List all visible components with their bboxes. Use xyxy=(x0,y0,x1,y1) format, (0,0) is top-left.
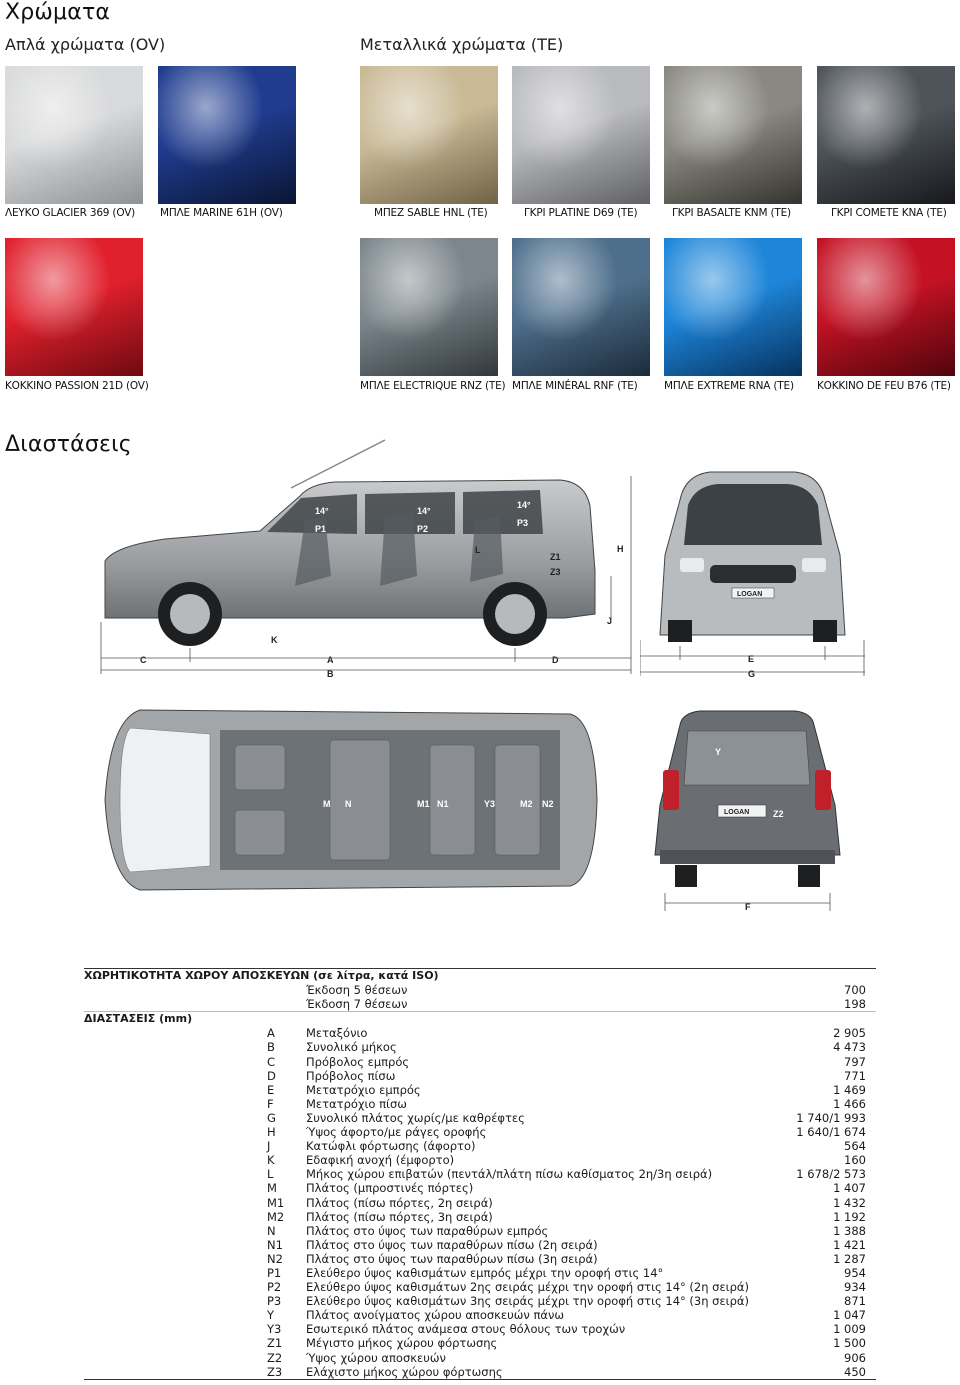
table-row xyxy=(84,1365,876,1380)
table-row xyxy=(84,1294,876,1308)
label-m: M xyxy=(323,799,331,809)
label-h: H xyxy=(617,544,624,554)
row1-swatch-label-5: ΓΚΡΙ COMETE KNA (TE) xyxy=(831,207,947,219)
label-p3: P3 xyxy=(517,518,529,528)
top-view-diagram xyxy=(100,700,600,900)
row-code: N2 xyxy=(267,1251,283,1266)
row-code: N xyxy=(267,1223,276,1238)
row-code: Y xyxy=(267,1308,275,1323)
row-value: 1 287 xyxy=(833,1251,866,1266)
table-row xyxy=(84,1069,876,1083)
row-label: Ύψος άφορτο/με ράγες οροφής xyxy=(306,1125,487,1140)
row-code: P2 xyxy=(267,1280,282,1295)
label-angle-3: 14° xyxy=(517,500,531,510)
row1-swatch-0 xyxy=(5,66,143,204)
table-row xyxy=(84,1224,876,1238)
row-label: Πρόβολος πίσω xyxy=(306,1068,396,1083)
row-code: M xyxy=(267,1181,277,1196)
table-row xyxy=(84,1026,876,1040)
specifications-table xyxy=(84,968,876,1380)
row-label: Μετατρόχιο πίσω xyxy=(306,1096,407,1111)
row-value: 1 500 xyxy=(833,1336,866,1351)
row-label: Πλάτος στο ύψος των παραθύρων εμπρός xyxy=(306,1223,549,1238)
row2-swatch-2 xyxy=(512,238,650,376)
row2-swatch-4 xyxy=(817,238,955,376)
table-row xyxy=(84,1238,876,1252)
row1-swatch-1 xyxy=(158,66,296,204)
row-value: 2 905 xyxy=(833,1026,866,1041)
row-label: Πλάτος ανοίγματος χώρου αποσκευών πάνω xyxy=(306,1308,565,1323)
table-row xyxy=(84,1308,876,1322)
row-value: 871 xyxy=(844,1294,866,1309)
table-row xyxy=(84,1181,876,1195)
table-row xyxy=(84,1252,876,1266)
row-label: Ελεύθερο ύψος καθισμάτων 3ης σειράς μέχρι την οροφή στις 14° (3η σειρά) xyxy=(306,1294,749,1309)
label-angle-2: 14° xyxy=(417,506,431,516)
row-value: 700 xyxy=(844,983,866,998)
label-j: J xyxy=(607,616,613,626)
side-view-diagram xyxy=(95,436,635,686)
row-value: 160 xyxy=(844,1153,866,1168)
row-label: Έκδοση 7 θέσεων xyxy=(306,997,408,1012)
row-label: Συνολικό μήκος xyxy=(306,1040,397,1055)
row-value: 564 xyxy=(844,1139,866,1154)
row-value: 934 xyxy=(844,1280,866,1295)
row-code: G xyxy=(267,1110,276,1125)
table-row xyxy=(84,1167,876,1181)
row-value: 1 009 xyxy=(833,1322,866,1337)
row-value: 1 432 xyxy=(833,1195,866,1210)
table-row xyxy=(84,1111,876,1125)
table-row xyxy=(84,1266,876,1280)
row-label: Έκδοση 5 θέσεων xyxy=(306,983,408,998)
row2-swatch-3 xyxy=(664,238,802,376)
table-row xyxy=(84,1153,876,1167)
row-label: Μεταξόνιο xyxy=(306,1026,368,1041)
row-code: C xyxy=(267,1054,276,1069)
table-row xyxy=(84,1351,876,1365)
row-label: Εδαφική ανοχή (έμφορτο) xyxy=(306,1153,455,1168)
row-code: P1 xyxy=(267,1265,282,1280)
row2-swatch-label-0: ΚΟΚΚΙΝΟ PASSION 21D (OV) xyxy=(5,380,149,392)
row-value: 1 388 xyxy=(833,1223,866,1238)
row-code: M1 xyxy=(267,1195,285,1210)
label-d: D xyxy=(552,655,559,665)
table-row xyxy=(84,1280,876,1294)
label-z3: Z3 xyxy=(550,567,561,577)
row-label: Πλάτος (μπροστινές πόρτες) xyxy=(306,1181,474,1196)
row2-swatch-label-3: ΜΠΛΕ EXTREME RNA (TE) xyxy=(664,380,794,392)
row-label: Πλάτος στο ύψος των παραθύρων πίσω (3η σειρά) xyxy=(306,1251,598,1266)
row-code: Z1 xyxy=(267,1336,283,1351)
row-code: K xyxy=(267,1153,275,1168)
table-row xyxy=(84,1083,876,1097)
row-code: B xyxy=(267,1040,275,1055)
row1-swatch-3 xyxy=(512,66,650,204)
row-value: 1 407 xyxy=(833,1181,866,1196)
row-label: Ελάχιστο μήκος χώρου φόρτωσης xyxy=(306,1364,503,1379)
label-g: G xyxy=(748,669,756,679)
row-value: 954 xyxy=(844,1265,866,1280)
row2-swatch-label-2: ΜΠΛΕ MINÉRAL RNF (TE) xyxy=(512,380,638,392)
rear-view-diagram xyxy=(620,705,865,920)
label-b: B xyxy=(327,669,334,679)
row-value: 198 xyxy=(844,997,866,1012)
row-code: E xyxy=(267,1082,275,1097)
label-f: F xyxy=(745,902,751,912)
row-label: Ύψος χώρου αποσκευών xyxy=(306,1350,446,1365)
label-m2: M2 xyxy=(520,799,533,809)
row-label: Συνολικό πλάτος χωρίς/με καθρέφτες xyxy=(306,1110,525,1125)
table-row xyxy=(84,1125,876,1139)
row-value: 1 421 xyxy=(833,1237,866,1252)
label-y3: Y3 xyxy=(484,799,496,809)
row-label: Πλάτος (πίσω πόρτες, 2η σειρά) xyxy=(306,1195,493,1210)
row-value: 1 740/1 993 xyxy=(796,1110,866,1125)
row-code: F xyxy=(267,1096,274,1111)
row-label: Κατώφλι φόρτωσης (άφορτο) xyxy=(306,1139,476,1154)
label-e: E xyxy=(748,654,755,664)
row2-swatch-1 xyxy=(360,238,498,376)
label-z2: Z2 xyxy=(773,809,784,819)
label-k: K xyxy=(271,635,278,645)
plain-colours-heading: Απλά χρώματα (OV) xyxy=(5,35,166,54)
row1-swatch-label-4: ΓΚΡΙ BASALTE KNM (TE) xyxy=(672,207,791,219)
row-code: M2 xyxy=(267,1209,285,1224)
row-value: 1 466 xyxy=(833,1096,866,1111)
rear-badge: LOGAN xyxy=(724,809,750,816)
colours-title: Χρώματα xyxy=(5,0,111,25)
row1-swatch-2 xyxy=(360,66,498,204)
row-code: N1 xyxy=(267,1237,283,1252)
row-label: Ελεύθερο ύψος καθισμάτων 2ης σειράς μέχρι την οροφή στις 14° (2η σειρά) xyxy=(306,1280,749,1295)
label-n2: N2 xyxy=(542,799,554,809)
table-row xyxy=(84,983,876,997)
row-value: 1 047 xyxy=(833,1308,866,1323)
label-angle-1: 14° xyxy=(315,506,329,516)
row-value: 906 xyxy=(844,1350,866,1365)
label-y: Y xyxy=(715,747,722,757)
label-l: L xyxy=(475,545,481,555)
table-row xyxy=(84,1040,876,1054)
label-z1: Z1 xyxy=(550,552,561,562)
label-n1: N1 xyxy=(437,799,449,809)
label-p1: P1 xyxy=(315,524,327,534)
table-row xyxy=(84,1055,876,1069)
row-value: 450 xyxy=(844,1364,866,1379)
dimensions-title: Διαστάσεις xyxy=(5,432,132,457)
row2-swatch-label-1: ΜΠΛΕ ELECTRIQUE RNZ (TE) xyxy=(360,380,506,392)
row-code: A xyxy=(267,1026,275,1041)
row-value: 1 192 xyxy=(833,1209,866,1224)
table-row xyxy=(84,1210,876,1224)
row-label: Πλάτος (πίσω πόρτες, 3η σειρά) xyxy=(306,1209,493,1224)
row1-swatch-4 xyxy=(664,66,802,204)
row1-swatch-label-1: ΜΠΛΕ MARINE 61H (OV) xyxy=(160,207,283,219)
row-code: Z2 xyxy=(267,1350,283,1365)
table-row xyxy=(84,1336,876,1350)
row-value: 4 473 xyxy=(833,1040,866,1055)
row-code: P3 xyxy=(267,1294,282,1309)
row-code: D xyxy=(267,1068,276,1083)
label-c: C xyxy=(140,655,147,665)
row-code: Z3 xyxy=(267,1364,283,1379)
row1-swatch-label-2: ΜΠΕΖ SABLE HNL (TE) xyxy=(374,207,488,219)
row-label: Εσωτερικό πλάτος ανάμεσα στους θόλους των τροχών xyxy=(306,1322,626,1337)
row-label: Μήκος χώρου επιβατών (πεντάλ/πλάτη πίσω καθίσματος 2η/3η σειρά) xyxy=(306,1167,713,1182)
label-p2: P2 xyxy=(417,524,429,534)
row-value: 1 640/1 674 xyxy=(796,1125,866,1140)
row-code: Y3 xyxy=(267,1322,282,1337)
table-row xyxy=(84,1196,876,1210)
row-value: 1 469 xyxy=(833,1082,866,1097)
table-row xyxy=(84,1322,876,1336)
row-label: Πλάτος στο ύψος των παραθύρων πίσω (2η σειρά) xyxy=(306,1237,598,1252)
table-row xyxy=(84,997,876,1011)
row-code: H xyxy=(267,1125,276,1140)
label-a: A xyxy=(327,655,334,665)
front-view-diagram xyxy=(640,460,865,685)
table-section-capacity: ΧΩΡΗΤΙΚΟΤΗΤΑ ΧΩΡΟΥ ΑΠΟΣΚΕΥΩΝ (σε λίτρα, κατά ISO) xyxy=(84,968,876,983)
table-row xyxy=(84,1097,876,1111)
row-value: 797 xyxy=(844,1054,866,1069)
row-value: 1 678/2 573 xyxy=(796,1167,866,1182)
row-code: J xyxy=(267,1139,271,1154)
row-label: Μέγιστο μήκος χώρου φόρτωσης xyxy=(306,1336,498,1351)
row-value: 771 xyxy=(844,1068,866,1083)
label-n: N xyxy=(345,799,352,809)
table-section-dimensions: ΔΙΑΣΤΑΣΕΙΣ (mm) xyxy=(84,1011,876,1026)
row2-swatch-label-4: ΚΟΚΚΙΝΟ DE FEU B76 (TE) xyxy=(817,380,951,392)
front-badge: LOGAN xyxy=(737,591,763,598)
table-row xyxy=(84,1139,876,1153)
row-label: Μετατρόχιο εμπρός xyxy=(306,1082,421,1097)
row1-swatch-label-0: ΛΕΥΚΟ GLACIER 369 (OV) xyxy=(5,207,136,219)
row1-swatch-5 xyxy=(817,66,955,204)
row-code: L xyxy=(267,1167,274,1182)
label-m1: M1 xyxy=(417,799,430,809)
row-label: Ελεύθερο ύψος καθισμάτων εμπρός μέχρι την οροφή στις 14° xyxy=(306,1265,664,1280)
metallic-colours-heading: Μεταλλικά χρώματα (TE) xyxy=(360,35,564,54)
row-label: Πρόβολος εμπρός xyxy=(306,1054,410,1069)
row1-swatch-label-3: ΓΚΡΙ PLATINE D69 (TE) xyxy=(524,207,638,219)
row2-swatch-0 xyxy=(5,238,143,376)
